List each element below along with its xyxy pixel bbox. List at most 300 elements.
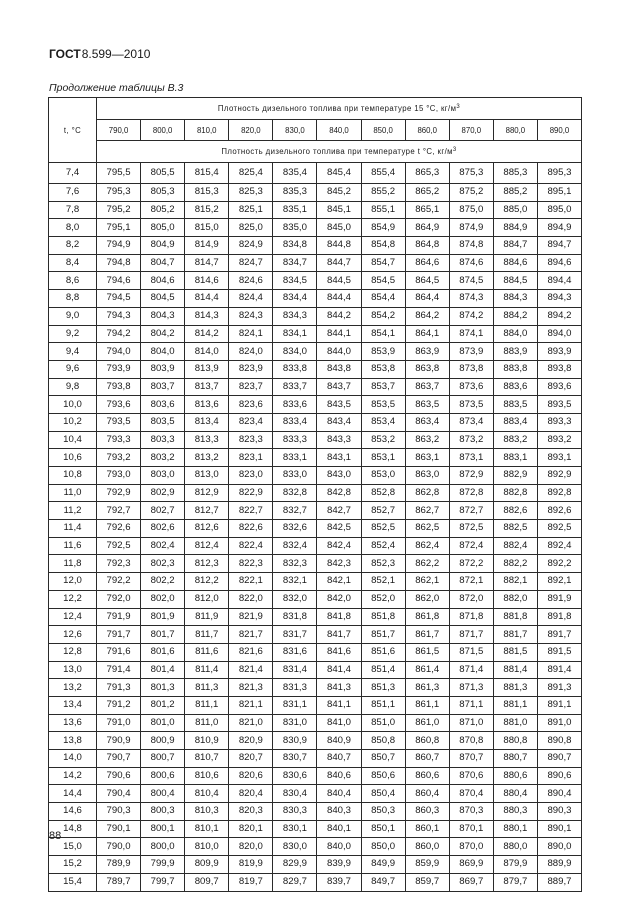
density-cell: 845,1 <box>317 201 361 219</box>
density-cell: 880,1 <box>493 820 537 838</box>
density-cell: 790,6 <box>97 767 141 785</box>
density-cell: 890,4 <box>537 785 581 803</box>
density-cell: 885,2 <box>493 184 537 202</box>
density-cell: 851,6 <box>361 643 405 661</box>
temperature-cell: 10,0 <box>49 396 97 414</box>
density-cell: 794,0 <box>97 343 141 361</box>
temperature-cell: 7,6 <box>49 184 97 202</box>
density-cell: 839,9 <box>317 856 361 874</box>
density-cell: 861,7 <box>405 626 449 644</box>
density-cell: 863,9 <box>405 343 449 361</box>
density-cell: 810,6 <box>185 767 229 785</box>
density-cell: 829,7 <box>273 873 317 891</box>
density-cell: 893,1 <box>537 449 581 467</box>
density-cell: 865,2 <box>405 184 449 202</box>
density-cell: 889,9 <box>537 856 581 874</box>
density-cell: 804,9 <box>141 237 185 255</box>
density-cell: 815,3 <box>185 184 229 202</box>
density-cell: 802,4 <box>141 537 185 555</box>
temperature-cell: 8,6 <box>49 272 97 290</box>
density-cell: 790,9 <box>97 732 141 750</box>
density-15-column-header: 820,0 <box>229 120 273 141</box>
density-cell: 874,2 <box>449 307 493 325</box>
density-cell: 804,6 <box>141 272 185 290</box>
temperature-cell: 12,4 <box>49 608 97 626</box>
density-cell: 894,4 <box>537 272 581 290</box>
density-cell: 810,7 <box>185 750 229 768</box>
density-cell: 852,8 <box>361 484 405 502</box>
density-cell: 890,8 <box>537 732 581 750</box>
temperature-cell: 7,8 <box>49 201 97 219</box>
table-row <box>49 732 582 750</box>
density-cell: 799,9 <box>141 856 185 874</box>
density-cell: 830,4 <box>273 785 317 803</box>
density-cell: 821,4 <box>229 661 273 679</box>
density-cell: 853,8 <box>361 360 405 378</box>
density-cell: 890,0 <box>537 838 581 856</box>
density-cell: 872,7 <box>449 502 493 520</box>
density-cell: 885,0 <box>493 201 537 219</box>
density-cell: 793,9 <box>97 360 141 378</box>
density-cell: 893,5 <box>537 396 581 414</box>
density-cell: 884,3 <box>493 290 537 308</box>
density-cell: 801,2 <box>141 696 185 714</box>
temperature-cell: 14,2 <box>49 767 97 785</box>
density-cell: 851,8 <box>361 608 405 626</box>
density-cell: 843,3 <box>317 431 361 449</box>
density-cell: 855,2 <box>361 184 405 202</box>
density-cell: 833,8 <box>273 360 317 378</box>
density-cell: 853,5 <box>361 396 405 414</box>
density-cell: 852,7 <box>361 502 405 520</box>
density-cell: 859,9 <box>405 856 449 874</box>
table-row <box>49 767 582 785</box>
density-cell: 882,2 <box>493 555 537 573</box>
density-cell: 843,7 <box>317 378 361 396</box>
density-cell: 833,4 <box>273 413 317 431</box>
density-cell: 871,0 <box>449 714 493 732</box>
density-cell: 882,9 <box>493 467 537 485</box>
density-t-group-header <box>97 141 582 163</box>
temperature-column-label: t, °С <box>63 125 82 135</box>
density-15-column-header: 790,0 <box>97 120 141 141</box>
density-cell: 872,9 <box>449 467 493 485</box>
density-cell: 824,9 <box>229 237 273 255</box>
temperature-cell: 13,0 <box>49 661 97 679</box>
density-cell: 833,0 <box>273 467 317 485</box>
density-cell: 811,9 <box>185 608 229 626</box>
table-row <box>49 626 582 644</box>
density-cell: 841,8 <box>317 608 361 626</box>
table-row <box>49 272 582 290</box>
density-cell: 845,0 <box>317 219 361 237</box>
density-cell: 824,6 <box>229 272 273 290</box>
density-cell: 795,3 <box>97 184 141 202</box>
density-cell: 851,4 <box>361 661 405 679</box>
density-cell: 801,0 <box>141 714 185 732</box>
density-cell: 825,0 <box>229 219 273 237</box>
density-cell: 820,3 <box>229 803 273 821</box>
density-cell: 814,0 <box>185 343 229 361</box>
density-cell: 864,1 <box>405 325 449 343</box>
density-cell: 823,9 <box>229 360 273 378</box>
density-cell: 850,7 <box>361 750 405 768</box>
density-cell: 862,1 <box>405 573 449 591</box>
density-cell: 830,9 <box>273 732 317 750</box>
density-cell: 815,4 <box>185 163 229 184</box>
density-cell: 860,6 <box>405 767 449 785</box>
density-cell: 824,1 <box>229 325 273 343</box>
density-cell: 871,8 <box>449 608 493 626</box>
density-cell: 805,0 <box>141 219 185 237</box>
density-cell: 889,7 <box>537 873 581 891</box>
density-cell: 843,4 <box>317 413 361 431</box>
density-cell: 880,7 <box>493 750 537 768</box>
density-cell: 890,3 <box>537 803 581 821</box>
density-cell: 870,3 <box>449 803 493 821</box>
density-cell: 862,0 <box>405 590 449 608</box>
density-cell: 871,5 <box>449 643 493 661</box>
density-cell: 800,1 <box>141 820 185 838</box>
density-cell: 795,2 <box>97 201 141 219</box>
density-15-column-header: 860,0 <box>405 120 449 141</box>
density-cell: 865,3 <box>405 163 449 184</box>
density-cell: 803,9 <box>141 360 185 378</box>
temperature-cell: 11,2 <box>49 502 97 520</box>
temperature-cell: 9,4 <box>49 343 97 361</box>
density-cell: 814,6 <box>185 272 229 290</box>
density-cell: 791,7 <box>97 626 141 644</box>
density-cell: 852,4 <box>361 537 405 555</box>
density-cell: 871,7 <box>449 626 493 644</box>
temperature-cell: 11,4 <box>49 520 97 538</box>
density-cell: 800,6 <box>141 767 185 785</box>
density-cell: 813,2 <box>185 449 229 467</box>
density-cell: 841,6 <box>317 643 361 661</box>
temperature-cell: 13,6 <box>49 714 97 732</box>
table-row <box>49 750 582 768</box>
density-cell: 890,7 <box>537 750 581 768</box>
density-cell: 891,9 <box>537 590 581 608</box>
density-cell: 890,1 <box>537 820 581 838</box>
density-cell: 794,5 <box>97 290 141 308</box>
table-row <box>49 785 582 803</box>
density-cell: 854,1 <box>361 325 405 343</box>
density-cell: 849,7 <box>361 873 405 891</box>
table-row <box>49 396 582 414</box>
density-cell: 825,4 <box>229 163 273 184</box>
density-cell: 832,8 <box>273 484 317 502</box>
table-row <box>49 325 582 343</box>
table-row <box>49 803 582 821</box>
temperature-cell: 8,2 <box>49 237 97 255</box>
density-cell: 792,0 <box>97 590 141 608</box>
density-cell: 892,2 <box>537 555 581 573</box>
table-row <box>49 696 582 714</box>
density-cell: 882,4 <box>493 537 537 555</box>
density-cell: 810,4 <box>185 785 229 803</box>
density-cell: 892,6 <box>537 502 581 520</box>
density-cell: 829,9 <box>273 856 317 874</box>
density-cell: 790,7 <box>97 750 141 768</box>
density-cell: 864,6 <box>405 254 449 272</box>
density-cell: 831,0 <box>273 714 317 732</box>
density-cell: 891,5 <box>537 643 581 661</box>
table-row <box>49 838 582 856</box>
density-cell: 840,0 <box>317 838 361 856</box>
density-cell: 804,5 <box>141 290 185 308</box>
density-cell: 894,3 <box>537 290 581 308</box>
density-cell: 814,9 <box>185 237 229 255</box>
density-15-group-header <box>97 98 582 120</box>
density-cell: 842,3 <box>317 555 361 573</box>
density-cell: 801,6 <box>141 643 185 661</box>
density-cell: 895,0 <box>537 201 581 219</box>
density-cell: 811,1 <box>185 696 229 714</box>
density-cell: 852,1 <box>361 573 405 591</box>
density-cell: 833,3 <box>273 431 317 449</box>
density-cell: 833,6 <box>273 396 317 414</box>
table-row <box>49 714 582 732</box>
density-cell: 852,0 <box>361 590 405 608</box>
density-cell: 841,0 <box>317 714 361 732</box>
density-cell: 824,4 <box>229 290 273 308</box>
density-cell: 873,2 <box>449 431 493 449</box>
density-cell: 820,9 <box>229 732 273 750</box>
density-cell: 882,0 <box>493 590 537 608</box>
density-cell: 790,1 <box>97 820 141 838</box>
density-cell: 823,4 <box>229 413 273 431</box>
density-cell: 891,7 <box>537 626 581 644</box>
density-cell: 875,0 <box>449 201 493 219</box>
density-cell: 884,5 <box>493 272 537 290</box>
density-cell: 892,5 <box>537 520 581 538</box>
density-cell: 892,4 <box>537 537 581 555</box>
temperature-cell: 7,4 <box>49 163 97 184</box>
density-cell: 830,0 <box>273 838 317 856</box>
table-row <box>49 856 582 874</box>
table-row <box>49 219 582 237</box>
density-15-column-header: 890,0 <box>537 120 581 141</box>
density-cell: 844,7 <box>317 254 361 272</box>
temperature-cell: 12,8 <box>49 643 97 661</box>
density-cell: 801,9 <box>141 608 185 626</box>
density-cell: 802,0 <box>141 590 185 608</box>
density-cell: 813,3 <box>185 431 229 449</box>
density-cell: 862,4 <box>405 537 449 555</box>
density-cell: 814,7 <box>185 254 229 272</box>
density-cell: 803,0 <box>141 467 185 485</box>
density-cell: 862,7 <box>405 502 449 520</box>
density-cell: 802,2 <box>141 573 185 591</box>
density-cell: 853,1 <box>361 449 405 467</box>
density-cell: 871,4 <box>449 661 493 679</box>
density-cell: 802,3 <box>141 555 185 573</box>
density-cell: 844,2 <box>317 307 361 325</box>
density-cell: 840,9 <box>317 732 361 750</box>
temperature-cell: 10,2 <box>49 413 97 431</box>
density-cell: 804,3 <box>141 307 185 325</box>
density-cell: 862,2 <box>405 555 449 573</box>
density-cell: 871,3 <box>449 679 493 697</box>
density-cell: 793,6 <box>97 396 141 414</box>
temperature-cell: 8,8 <box>49 290 97 308</box>
density-cell: 833,1 <box>273 449 317 467</box>
density-15-column-header: 830,0 <box>273 120 317 141</box>
density-cell: 822,7 <box>229 502 273 520</box>
density-cell: 830,1 <box>273 820 317 838</box>
density-cell: 822,0 <box>229 590 273 608</box>
density-cell: 830,7 <box>273 750 317 768</box>
temperature-cell: 11,6 <box>49 537 97 555</box>
density-cell: 892,9 <box>537 467 581 485</box>
density-cell: 801,3 <box>141 679 185 697</box>
density-cell: 830,6 <box>273 767 317 785</box>
density-cell: 804,2 <box>141 325 185 343</box>
density-cell: 821,7 <box>229 626 273 644</box>
density-cell: 880,3 <box>493 803 537 821</box>
table-row <box>49 537 582 555</box>
table-row <box>49 643 582 661</box>
density-cell: 822,4 <box>229 537 273 555</box>
density-cell: 869,7 <box>449 873 493 891</box>
density-cell: 843,0 <box>317 467 361 485</box>
density-cell: 884,0 <box>493 325 537 343</box>
density-cell: 894,7 <box>537 237 581 255</box>
density-cell: 791,0 <box>97 714 141 732</box>
temperature-cell: 15,4 <box>49 873 97 891</box>
density-cell: 803,3 <box>141 431 185 449</box>
density-cell: 874,8 <box>449 237 493 255</box>
density-cell: 863,7 <box>405 378 449 396</box>
density-cell: 811,3 <box>185 679 229 697</box>
density-cell: 891,0 <box>537 714 581 732</box>
temperature-cell: 12,6 <box>49 626 97 644</box>
temperature-cell: 13,2 <box>49 679 97 697</box>
density-cell: 842,8 <box>317 484 361 502</box>
density-cell: 789,9 <box>97 856 141 874</box>
density-cell: 895,1 <box>537 184 581 202</box>
density-cell: 821,6 <box>229 643 273 661</box>
density-cell: 873,1 <box>449 449 493 467</box>
density-cell: 820,0 <box>229 838 273 856</box>
density-cell: 815,2 <box>185 201 229 219</box>
density-cell: 811,0 <box>185 714 229 732</box>
density-cell: 811,6 <box>185 643 229 661</box>
standard-number: 8.599—2010 <box>81 47 151 61</box>
density-cell: 861,0 <box>405 714 449 732</box>
density-cell: 792,9 <box>97 484 141 502</box>
density-cell: 892,1 <box>537 573 581 591</box>
density-cell: 843,8 <box>317 360 361 378</box>
density-cell: 813,4 <box>185 413 229 431</box>
density-cell: 840,6 <box>317 767 361 785</box>
temperature-cell: 15,0 <box>49 838 97 856</box>
density-cell: 839,7 <box>317 873 361 891</box>
density-cell: 861,5 <box>405 643 449 661</box>
density-cell: 823,7 <box>229 378 273 396</box>
density-cell: 872,5 <box>449 520 493 538</box>
temperature-column-header <box>49 98 97 163</box>
density-cell: 843,5 <box>317 396 361 414</box>
density-cell: 793,5 <box>97 413 141 431</box>
density-cell: 799,7 <box>141 873 185 891</box>
table-row <box>49 378 582 396</box>
density-cell: 851,3 <box>361 679 405 697</box>
density-cell: 841,7 <box>317 626 361 644</box>
density-cell: 823,0 <box>229 467 273 485</box>
density-cell: 802,7 <box>141 502 185 520</box>
density-cell: 812,0 <box>185 590 229 608</box>
density-cell: 791,9 <box>97 608 141 626</box>
page-number: 88 <box>49 830 62 842</box>
density-cell: 882,8 <box>493 484 537 502</box>
density-cell: 860,4 <box>405 785 449 803</box>
density-cell: 870,1 <box>449 820 493 838</box>
density-cell: 853,7 <box>361 378 405 396</box>
temperature-cell: 12,2 <box>49 590 97 608</box>
density-cell: 853,0 <box>361 467 405 485</box>
density-cell: 880,6 <box>493 767 537 785</box>
density-cell: 803,5 <box>141 413 185 431</box>
density-cell: 792,3 <box>97 555 141 573</box>
density-cell: 850,3 <box>361 803 405 821</box>
table-row <box>49 360 582 378</box>
density-15-column-header: 880,0 <box>493 120 537 141</box>
density-cell: 883,8 <box>493 360 537 378</box>
density-cell: 842,0 <box>317 590 361 608</box>
density-cell: 820,7 <box>229 750 273 768</box>
table-row <box>49 201 582 219</box>
density-cell: 873,6 <box>449 378 493 396</box>
temperature-cell: 13,8 <box>49 732 97 750</box>
density-cell: 794,3 <box>97 307 141 325</box>
density-cell: 812,4 <box>185 537 229 555</box>
density-cell: 832,1 <box>273 573 317 591</box>
density-cell: 844,5 <box>317 272 361 290</box>
density-cell: 810,3 <box>185 803 229 821</box>
density-cell: 793,2 <box>97 449 141 467</box>
table-row <box>49 502 582 520</box>
density-cell: 831,3 <box>273 679 317 697</box>
density-cell: 814,2 <box>185 325 229 343</box>
density-cell: 865,1 <box>405 201 449 219</box>
standard-code: ГОСТ <box>49 47 81 61</box>
density-cell: 834,3 <box>273 307 317 325</box>
density-cell: 790,0 <box>97 838 141 856</box>
density-cell: 850,6 <box>361 767 405 785</box>
density-cell: 824,7 <box>229 254 273 272</box>
density-cell: 803,7 <box>141 378 185 396</box>
density-cell: 864,2 <box>405 307 449 325</box>
density-cell: 841,3 <box>317 679 361 697</box>
density-cell: 850,0 <box>361 838 405 856</box>
density-cell: 875,3 <box>449 163 493 184</box>
density-cell: 835,0 <box>273 219 317 237</box>
density-cell: 870,8 <box>449 732 493 750</box>
density-cell: 794,8 <box>97 254 141 272</box>
density-cell: 853,2 <box>361 431 405 449</box>
density-cell: 803,2 <box>141 449 185 467</box>
density-15-column-header: 840,0 <box>317 120 361 141</box>
density-cell: 789,7 <box>97 873 141 891</box>
density-15-column-header: 870,0 <box>449 120 493 141</box>
density-cell: 803,6 <box>141 396 185 414</box>
density-cell: 830,3 <box>273 803 317 821</box>
density-cell: 884,9 <box>493 219 537 237</box>
density-cell: 809,7 <box>185 873 229 891</box>
density-cell: 892,8 <box>537 484 581 502</box>
